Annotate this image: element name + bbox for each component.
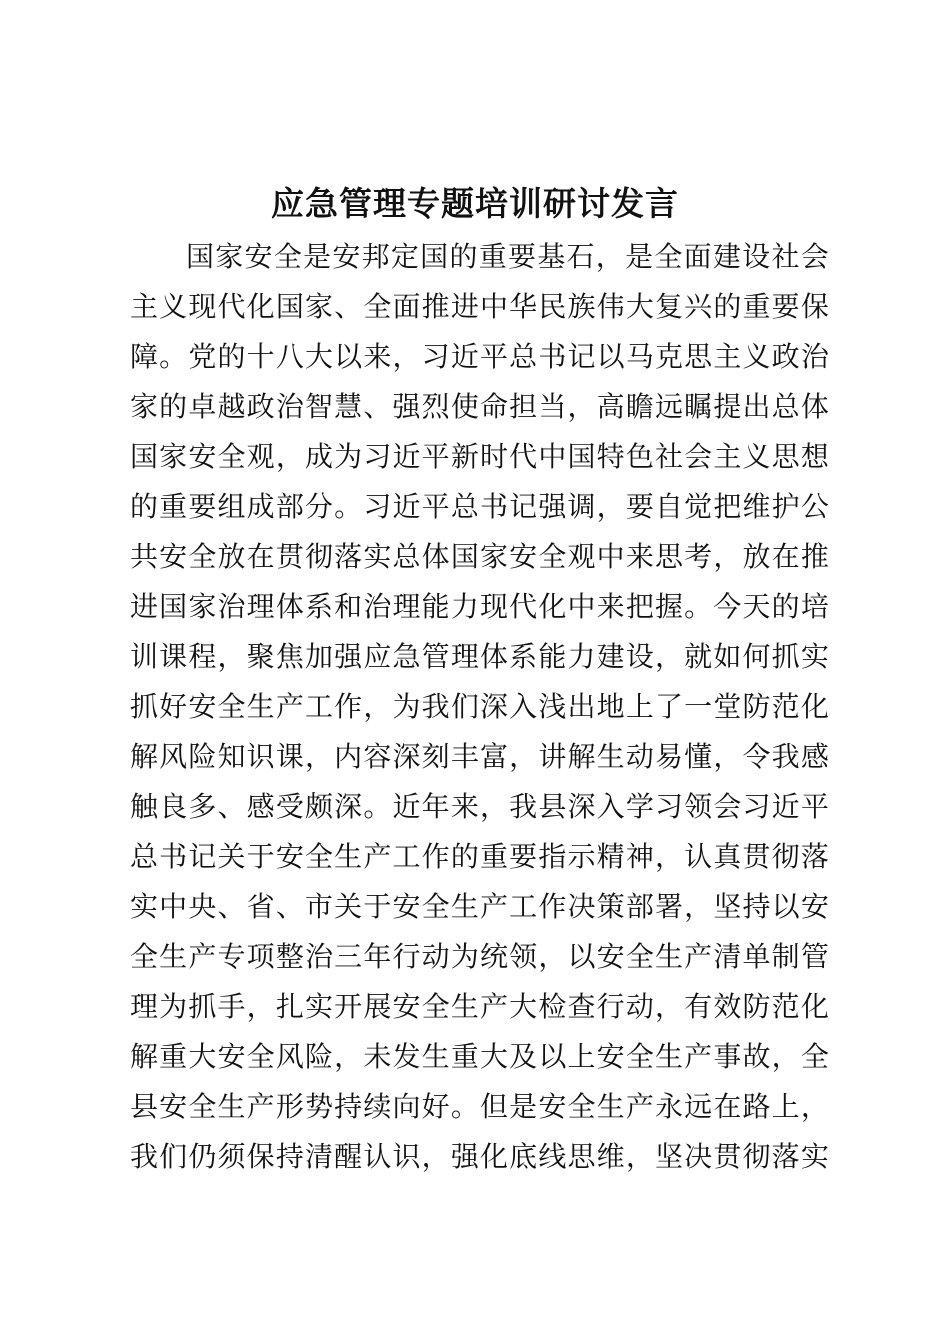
body-line-text: 县安全生产形势持续向好。但是安全生产永远在路上， [130, 1090, 830, 1123]
body-line [0, 732, 950, 782]
body-line [0, 282, 950, 332]
body-line-text: 总书记关于安全生产工作的重要指示精神，认真贯彻落 [130, 840, 830, 873]
body-line [0, 1032, 950, 1082]
body-line [0, 432, 950, 482]
body-line-text: 共安全放在贯彻落实总体国家安全观中来思考，放在推 [130, 540, 830, 573]
body-line-text: 的重要组成部分。习近平总书记强调，要自觉把维护公 [130, 490, 830, 523]
body-line [0, 482, 950, 532]
body-line [0, 632, 950, 682]
body-line [0, 382, 950, 432]
body-line [0, 932, 950, 982]
body-line [0, 882, 950, 932]
body-line-text: 理为抓手，扎实开展安全生产大检查行动，有效防范化 [130, 990, 830, 1023]
body-line-text: 主义现代化国家、全面推进中华民族伟大复兴的重要保 [130, 290, 830, 323]
body-line-text: 国家安全观，成为习近平新时代中国特色社会主义思想 [130, 440, 830, 473]
body-line [0, 332, 950, 382]
body-line [0, 782, 950, 832]
body-line [0, 982, 950, 1032]
body-line-text: 全生产专项整治三年行动为统领，以安全生产清单制管 [130, 940, 830, 973]
body-line [0, 682, 950, 732]
body-line [0, 582, 950, 632]
body-line [0, 832, 950, 882]
body-line-text: 触良多、感受颇深。近年来，我县深入学习领会习近平 [130, 790, 830, 823]
body-line-text: 我们仍须保持清醒认识，强化底线思维，坚决贯彻落实 [130, 1140, 830, 1173]
body-line-text: 抓好安全生产工作，为我们深入浅出地上了一堂防范化 [130, 690, 830, 723]
document-title: 应急管理专题培训研讨发言 [271, 184, 679, 223]
body-line [0, 1132, 950, 1182]
body-line [0, 532, 950, 582]
body-line-text: 国家安全是安邦定国的重要基石，是全面建设社会 [186, 240, 830, 273]
body-line-text: 解风险知识课，内容深刻丰富，讲解生动易懂，令我感 [130, 740, 830, 773]
body-line-text: 训课程，聚焦加强应急管理体系能力建设，就如何抓实 [130, 640, 830, 673]
body-line-text: 实中央、省、市关于安全生产工作决策部署，坚持以安 [130, 890, 830, 923]
body-line [0, 1082, 950, 1132]
body-line-text: 障。党的十八大以来，习近平总书记以马克思主义政治 [130, 340, 830, 373]
body-line-text: 解重大安全风险，未发生重大及以上安全生产事故，全 [130, 1040, 830, 1073]
body-line-text: 家的卓越政治智慧、强烈使命担当，高瞻远瞩提出总体 [130, 390, 830, 423]
body-line [0, 232, 950, 282]
body-line-text: 进国家治理体系和治理能力现代化中来把握。今天的培 [130, 590, 830, 623]
